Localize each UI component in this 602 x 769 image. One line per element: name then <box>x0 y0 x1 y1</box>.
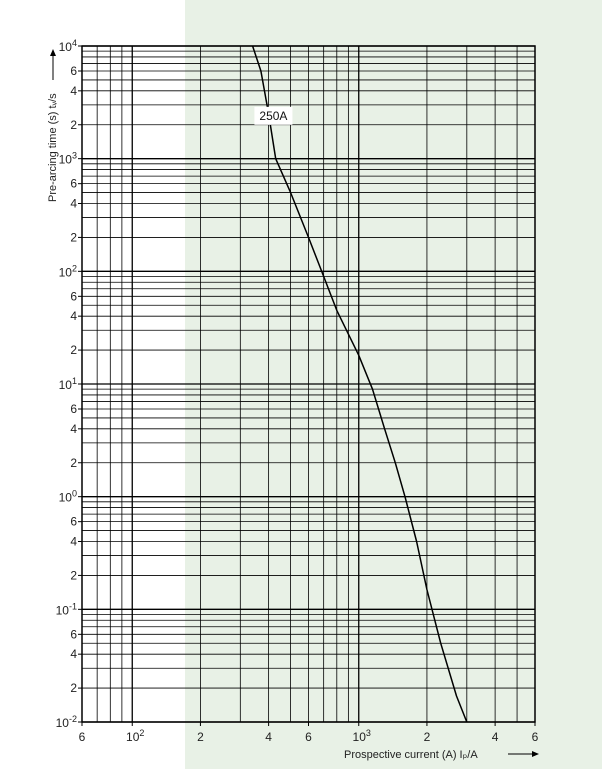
x-tick-label: 4 <box>265 730 272 744</box>
y-tick-label: 4 <box>70 83 77 98</box>
y-tick-label: 4 <box>70 647 77 662</box>
y-tick-label: 2 <box>70 681 77 696</box>
y-tick-label: 2 <box>70 343 77 358</box>
y-tick-label: 2 <box>70 568 77 583</box>
x-tick-label: 6 <box>78 730 86 744</box>
y-axis-tick-labels <box>56 38 82 730</box>
y-tick-label: 6 <box>70 63 77 78</box>
y-tick-label: $10^1$ <box>58 376 77 392</box>
y-tick-label: 4 <box>70 196 77 211</box>
annotation-layer <box>254 107 292 125</box>
x-tick-label: $10^3$ <box>352 728 371 744</box>
y-tick-label: 6 <box>70 514 77 529</box>
x-axis-tick-labels <box>79 722 539 744</box>
y-tick-label: $10^3$ <box>58 150 77 167</box>
y-axis-arrow <box>50 49 56 80</box>
x-tick-label: 2 <box>423 730 431 744</box>
x-tick-label: 2 <box>197 730 204 744</box>
x-tick-label: 6 <box>305 730 312 744</box>
curve-label: 250A <box>259 108 288 123</box>
y-tick-label: $10^4$ <box>58 38 77 54</box>
y-axis-title: Pre-arcing time (s) tᵥ/s <box>47 93 59 202</box>
y-tick-label: $10^{-2}$ <box>55 714 77 730</box>
y-tick-label: 2 <box>70 455 77 470</box>
y-tick-label: 4 <box>70 534 77 549</box>
y-tick-label: $10^0$ <box>58 488 77 505</box>
y-tick-label: 2 <box>70 117 77 132</box>
y-tick-label: 2 <box>70 230 77 245</box>
x-axis-arrow <box>508 751 539 757</box>
x-tick-label: $10^2$ <box>126 728 145 744</box>
y-tick-label: $10^2$ <box>58 263 77 280</box>
y-tick-label: 6 <box>70 289 77 304</box>
y-tick-label: 4 <box>70 309 77 324</box>
y-tick-label: 6 <box>70 176 77 191</box>
y-tick-label: $10^{-1}$ <box>55 601 77 618</box>
x-tick-label: 6 <box>531 730 539 744</box>
y-tick-label: 6 <box>70 401 77 416</box>
x-tick-label: 4 <box>491 730 499 744</box>
y-tick-label: 4 <box>70 421 77 436</box>
y-tick-label: 6 <box>70 627 77 642</box>
x-axis-title: Prospective current (A) Iₚ/A <box>344 749 478 761</box>
